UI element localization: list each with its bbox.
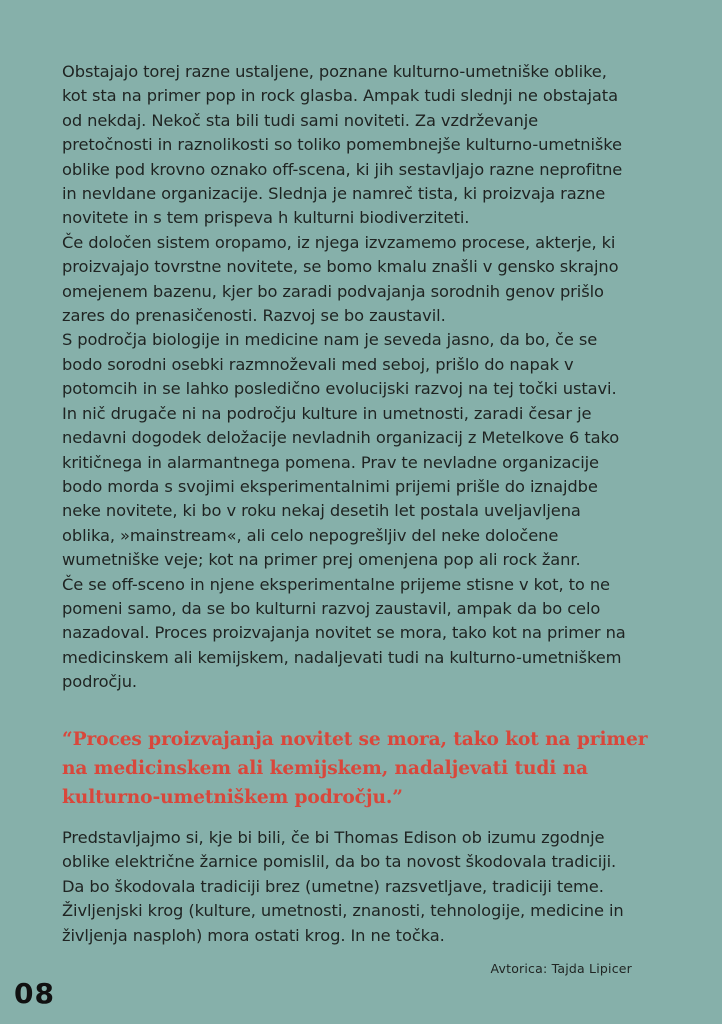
article-body [62,60,682,695]
body-line: Če določen sistem oropamo, iz njega izvzamemo procese, akterje, ki [62,232,616,252]
closing-line: življenja nasploh) mora ostati krog. In ne točka. [62,925,445,945]
body-line: Če se off-sceno in njene eksperimentalne prijeme stisne v kot, to ne [62,574,610,594]
body-line: bodo sorodni osebki razmnoževali med seboj, prišlo do napak v [62,354,574,374]
body-line: novitete in s tem prispeva h kulturni biodiverziteti. [62,208,470,228]
body-line: wumetniške veje; kot na primer prej omenjena pop ali rock žanr. [62,550,581,570]
quote-line: “Proces proizvajanja novitet se mora, tako kot na primer [62,729,648,750]
body-line: nedavni dogodek deložacije nevladnih organizacij z Metelkove 6 tako [62,428,620,448]
page-number: 08 [14,977,55,1010]
body-line: oblika, »mainstream«, ali celo nepogrešljiv del neke določene [62,525,559,545]
body-line: potomcih in se lahko posledično evolucijski razvoj na tej točki ustavi. [62,379,617,399]
closing-paragraph [62,826,682,948]
body-line: oblike pod krovno oznako off-scena, ki jih sestavljajo razne neprofitne [62,159,623,179]
body-line: neke novitete, ki bo v roku nekaj desetih let postala uveljavljena [62,501,581,521]
body-line: kot sta na primer pop in rock glasba. Ampak tudi slednji ne obstajata [62,86,618,106]
closing-line: Življenjski krog (kulture, umetnosti, znanosti, tehnologije, medicine in [62,901,624,921]
quote-line: kulturno-umetniškem področju.” [62,787,403,808]
closing-line: Da bo škodovala tradiciji brez (umetne) razsvetljave, tradiciji teme. [62,876,604,896]
body-line: bodo morda s svojimi eksperimentalnimi prijemi prišle do iznajdbe [62,476,598,496]
closing-line: oblike električne žarnice pomislil, da bo ta novost škodovala tradiciji. [62,852,617,872]
body-line: od nekdaj. Nekoč sta bili tudi sami noviteti. Za vzdrževanje [62,110,539,130]
body-line: omejenem bazenu, kjer bo zaradi podvajanja sorodnih genov prišlo [62,281,604,301]
body-line: In nič drugače ni na področju kulture in umetnosti, zaradi česar je [62,403,592,423]
body-line: proizvajajo tovrstne novitete, se bomo kmalu znašli v gensko skrajno [62,257,619,277]
author-credit: Avtorica: Tajda Lipicer [490,961,632,976]
quote-line: na medicinskem ali kemijskem, nadaljevati tudi na [62,758,588,779]
body-line: zares do prenasičenosti. Razvoj se bo zaustavil. [62,306,446,326]
body-line: Obstajajo torej razne ustaljene, poznane kulturno-umetniške oblike, [62,62,607,81]
body-line: in nevldane organizacije. Slednja je namreč tista, ki proizvaja razne [62,184,606,204]
body-line: pomeni samo, da se bo kulturni razvoj zaustavil, ampak da bo celo [62,598,601,618]
closing-line: Predstavljajmo si, kje bi bili, če bi Thomas Edison ob izumu zgodnje [62,828,605,847]
pull-quote [62,725,682,812]
body-line: področju. [62,672,137,692]
body-line: pretočnosti in raznolikosti so toliko pomembnejše kulturno-umetniške [62,135,622,155]
body-line: nazadoval. Proces proizvajanja novitet se mora, tako kot na primer na [62,623,626,643]
body-line: S področja biologije in medicine nam je seveda jasno, da bo, če se [62,330,598,350]
body-line: kritičnega in alarmantnega pomena. Prav te nevladne organizacije [62,452,599,472]
body-line: medicinskem ali kemijskem, nadaljevati tudi na kulturno-umetniškem [62,647,622,667]
